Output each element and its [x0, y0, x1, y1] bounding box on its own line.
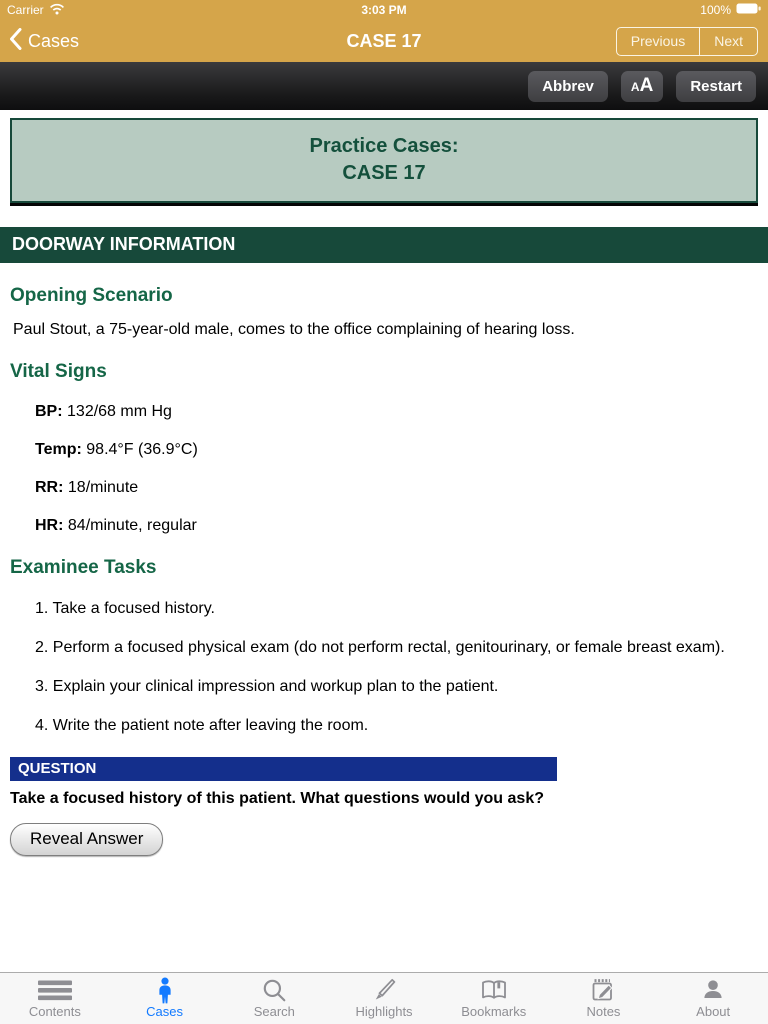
case-toolbar — [0, 62, 768, 110]
vital-row-temp — [35, 441, 768, 459]
wifi-icon — [49, 3, 65, 18]
restart-button[interactable]: Restart — [676, 71, 756, 102]
task-row — [35, 717, 758, 735]
status-bar — [0, 0, 768, 20]
tab-label: Cases — [146, 1004, 183, 1019]
tab-bookmarks[interactable] — [439, 973, 549, 1024]
previous-button[interactable]: Previous — [617, 28, 699, 55]
tab-label: Notes — [586, 1004, 621, 1019]
task-number: 3. — [35, 678, 49, 695]
task-row — [35, 600, 758, 618]
clock: 3:03 PM — [361, 3, 407, 17]
tab-contents[interactable] — [0, 973, 110, 1024]
page-title: CASE 17 — [346, 30, 422, 51]
task-row — [35, 639, 758, 657]
practice-cases-line1: Practice Cases: — [309, 135, 459, 157]
vital-signs-heading: Vital Signs — [10, 361, 107, 382]
vital-row-bp — [35, 403, 768, 421]
task-row — [35, 678, 758, 696]
vital-value: 132/68 mm Hg — [67, 403, 172, 420]
open-book-icon — [479, 976, 509, 1004]
task-number: 1. — [35, 600, 49, 617]
back-button[interactable] — [9, 28, 79, 55]
text-size-large-a: A — [639, 74, 654, 96]
vital-label: RR: — [35, 479, 64, 496]
carrier-label: Carrier — [7, 3, 44, 17]
tab-label: About — [696, 1004, 731, 1019]
text-size-button[interactable] — [621, 71, 663, 102]
doorway-information-header: DOORWAY INFORMATION — [0, 227, 768, 263]
opening-scenario-heading: Opening Scenario — [10, 285, 173, 306]
battery-icon — [736, 3, 761, 17]
vital-row-hr — [35, 517, 768, 535]
tab-notes[interactable] — [549, 973, 659, 1024]
search-icon — [261, 976, 287, 1004]
tab-label: Highlights — [355, 1004, 413, 1019]
task-text: Explain your clinical impression and workup plan to the patient. — [52, 678, 499, 695]
person-body-icon — [152, 976, 178, 1004]
back-chevron-icon — [9, 28, 22, 55]
contents-icon — [38, 976, 72, 1004]
opening-scenario-text: Paul Stout, a 75-year-old male, comes to the office complaining of hearing loss. — [13, 321, 575, 338]
case-content — [0, 118, 768, 856]
tab-label: Contents — [28, 1004, 81, 1019]
notepad-pencil-icon — [590, 976, 616, 1004]
text-size-small-a: A — [630, 79, 640, 94]
task-text: Perform a focused physical exam (do not perform rectal, genitourinary, or female breast exam). — [52, 639, 725, 656]
vital-value: 84/minute, regular — [67, 517, 197, 534]
navigation-bar — [0, 20, 768, 62]
bottom-tab-bar — [0, 972, 768, 1024]
back-label: Cases — [28, 30, 80, 51]
practice-cases-banner — [10, 118, 758, 203]
highlighter-pen-icon — [371, 976, 397, 1004]
examinee-tasks-heading: Examinee Tasks — [10, 557, 157, 578]
tab-label: Search — [253, 1004, 295, 1019]
tab-search[interactable] — [219, 973, 329, 1024]
person-silhouette-icon — [700, 976, 726, 1004]
vital-label: Temp: — [35, 441, 82, 458]
question-text: Take a focused history of this patient. What questions would you ask? — [10, 790, 544, 807]
battery-percent: 100% — [700, 3, 731, 17]
tab-cases[interactable] — [110, 973, 220, 1024]
prev-next-segmented-control — [616, 27, 758, 56]
question-header: QUESTION — [10, 757, 557, 781]
task-number: 2. — [35, 639, 49, 656]
reveal-answer-button[interactable]: Reveal Answer — [10, 823, 163, 856]
vital-value: 98.4°F (36.9°C) — [86, 441, 198, 458]
abbrev-button[interactable]: Abbrev — [528, 71, 608, 102]
vital-label: HR: — [35, 517, 64, 534]
tab-highlights[interactable] — [329, 973, 439, 1024]
task-number: 4. — [35, 717, 49, 734]
vital-row-rr — [35, 479, 768, 497]
practice-cases-line2: CASE 17 — [342, 162, 426, 184]
tab-label: Bookmarks — [461, 1004, 527, 1019]
task-text: Write the patient note after leaving the room. — [52, 717, 369, 734]
next-button[interactable]: Next — [699, 28, 757, 55]
vital-label: BP: — [35, 403, 63, 420]
vital-value: 18/minute — [67, 479, 139, 496]
tab-about[interactable] — [658, 973, 768, 1024]
task-text: Take a focused history. — [52, 600, 215, 617]
